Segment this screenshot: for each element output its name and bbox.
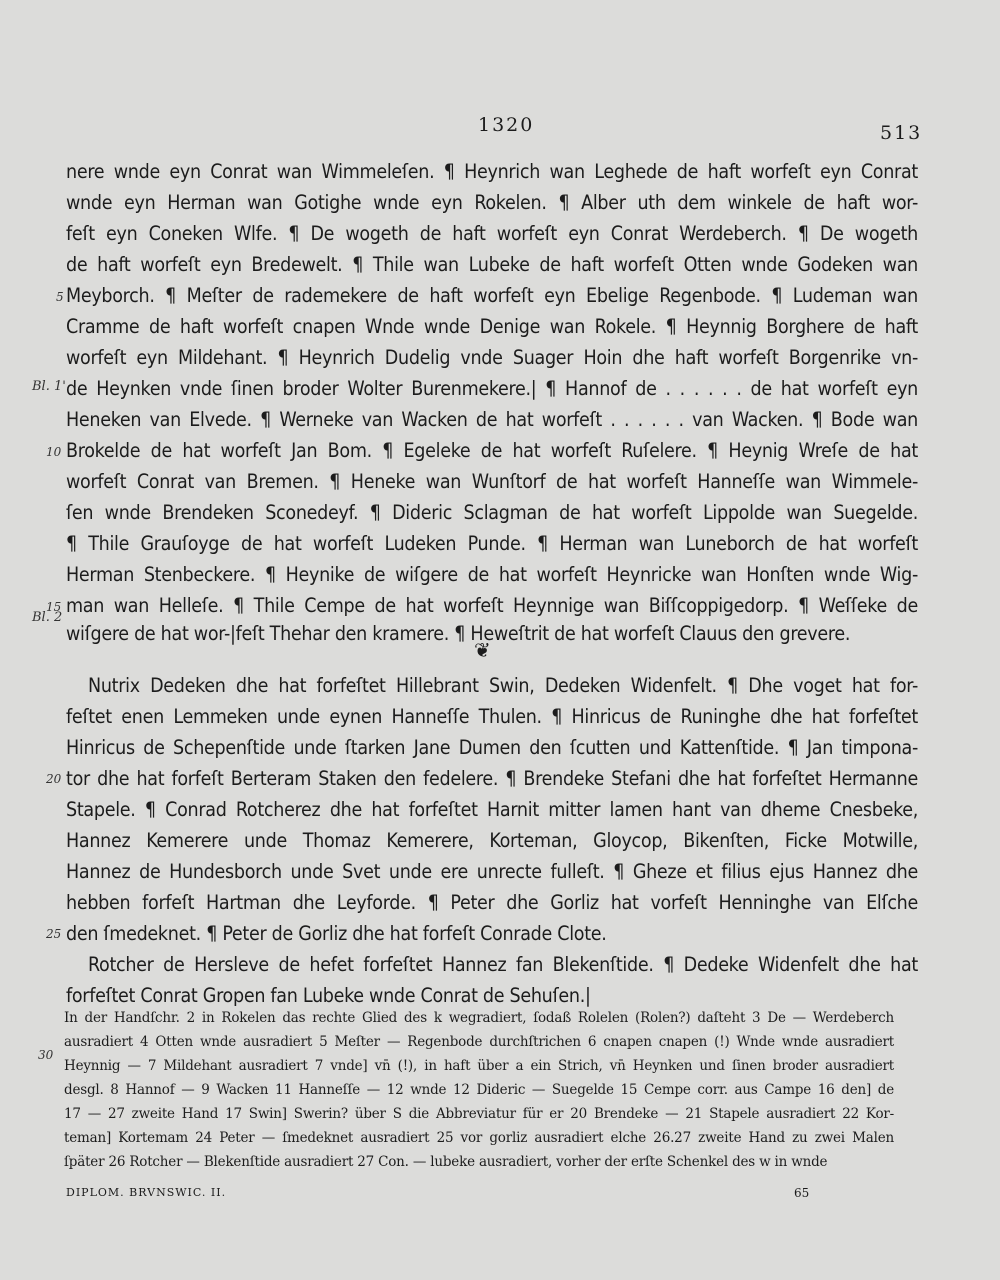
line-number: 10 [46,445,62,459]
apparatus-line: desgl. 8 Hannof — 9 Wacken 11 Hanneſſe — 12 wnde 12 Dideric — Suegelde 15 Cempe corr. aus Campe 16 den] de [64,1082,894,1098]
line-number: 15 [46,600,62,614]
text-line: Meyborch. ¶ Meſter de rademekere de haft worfeſt eyn Ebelige Regenbode. ¶ Ludeman wan [66,284,918,307]
text-line: Hannez Kemerere unde Thomaz Kemerere, Korteman, Gloycop, Bikenſten, Ficke Motwille, [66,829,918,852]
text-line: Nutrix Dedeken dhe hat forfeſtet Hillebrant Swin, Dedeken Widenfelt. ¶ Dhe voget hat for- [88,674,918,697]
text-line: tor dhe hat forfeſt Berteram Staken den fedelere. ¶ Brendeke Stefani dhe hat forfeſtet Hermanne [66,767,918,790]
text-line: de Heynken vnde ſinen broder Wolter Burenmekere.| ¶ Hannof de . . . . . . de hat worfeſt eyn [66,377,918,400]
text-line: ¶ Thile Grauſoyge de hat worfeſt Ludeken Punde. ¶ Herman wan Luneborch de hat worfeſt [66,532,918,555]
apparatus-line: ſpäter 26 Rotcher — Blekenſtide ausradiert 27 Con. — lubeke ausradiert, vorher der erſte Schenkel des w in wnde [64,1154,828,1170]
text-line: Brokelde de hat worfeſt Jan Bom. ¶ Egeleke de hat worfeſt Ruſelere. ¶ Heynig Wreſe de hat [66,439,918,462]
text-line: feſt eyn Coneken Wlfe. ¶ De wogeth de haft worfeſt eyn Conrat Werdeberch. ¶ De wogeth [66,222,918,245]
text-line: Heneken van Elvede. ¶ Werneke van Wacken de hat worfeſt . . . . . . van Wacken. ¶ Bode wan [66,408,918,431]
page-year: 1320 [478,114,535,136]
text-line: Hannez de Hundesborch unde Svet unde ere unrecte fulleſt. ¶ Gheze et filius ejus Hannez dhe [66,860,918,883]
text-line: Stapele. ¶ Conrad Rotcherez dhe hat forfeſtet Harnit mitter lamen hant van dheme Cnesbeke, [66,798,918,821]
text-line: Cramme de haft worfeſt cnapen Wnde wnde Denige wan Rokele. ¶ Heynnig Borghere de haft [66,315,918,338]
text-line: worfeſt Conrat van Bremen. ¶ Heneke wan Wunſtorf de hat worfeſt Hanneſſe wan Wimmele- [66,470,918,493]
line-number: 30 [38,1048,54,1062]
line-number: 20 [46,772,62,786]
apparatus-line: teman] Kortemam 24 Peter — ſmedeknet ausradiert 25 vor gorliz ausradiert elche 26.27 zweite Hand zu zwei Malen [64,1130,894,1146]
signature-mark: DIPLOM. BRVNSWIC. II. [66,1186,227,1199]
line-number: 5 [56,290,64,304]
line-number: 25 [46,927,62,941]
text-line: forfeſtet Conrat Gropen fan Lubeke wnde Conrat de Sehuſen.| [66,984,591,1007]
folio-note: Bl. 1' [32,379,66,394]
text-line: wnde eyn Herman wan Gotighe wnde eyn Rokelen. ¶ Alber uth dem winkele de haft wor- [66,191,918,214]
text-line: nere wnde eyn Conrat wan Wimmeleſen. ¶ Heynrich wan Leghede de haft worfeſt eyn Conrat [66,160,918,183]
ornament-divider: ❦ [474,638,491,662]
apparatus-line: 17 — 27 zweite Hand 17 Swin] Swerin? über S die Abbreviatur für er 20 Brendeke — 21 Stapele ausradiert 22 Kor- [64,1106,894,1122]
text-line: ſen wnde Brendeken Sconedeyf. ¶ Dideric Sclagman de hat worfeſt Lippolde wan Suegelde. [66,501,918,524]
page-number: 513 [880,122,923,144]
apparatus-line: ausradiert 4 Otten wnde ausradiert 5 Meſter — Regenbode durchſtrichen 6 cnapen cnapen (!) Wnde wnde ausradiert [64,1034,894,1050]
text-line: de haft worfeſt eyn Bredewelt. ¶ Thile wan Lubeke de haft worfeſt Otten wnde Godeken wan [66,253,918,276]
text-line: man wan Helleſe. ¶ Thile Cempe de hat worfeſt Heynnige wan Biſſcoppigedorp. ¶ Weſſeke de [66,594,918,617]
text-line: worfeſt eyn Mildehant. ¶ Heynrich Dudelig vnde Suager Hoin dhe haft worfeſt Borgenrike vn- [66,346,918,369]
text-line: Hinricus de Schepenſtide unde ſtarken Jane Dumen den ſcutten und Kattenſtide. ¶ Jan timpona- [66,736,918,759]
sheet-number: 65 [794,1186,810,1200]
text-line: den ſmedeknet. ¶ Peter de Gorliz dhe hat forfeſt Conrade Clote. [66,922,607,945]
text-line: wiſgere de hat wor-|feſt Thehar den kramere. ¶ Heweſtrit de hat worfeſt Clauus den grevere. [66,622,851,645]
text-line: hebben forfeſt Hartman dhe Leyforde. ¶ Peter dhe Gorliz hat vorfeſt Henninghe van Elſche [66,891,918,914]
text-line: feſtet enen Lemmeken unde eynen Hanneſſe Thulen. ¶ Hinricus de Runinghe dhe hat forfeſtet [66,705,918,728]
apparatus-line: In der Handſchr. 2 in Rokelen das rechte Glied des k wegradiert, ſodaß Rolelen (Rolen?) daſteht 3 De — Werdeberch [64,1010,894,1026]
text-line: Herman Stenbeckere. ¶ Heynike de wiſgere de hat worfeſt Heynricke wan Honſten wnde Wig- [66,563,918,586]
folio-note: Bl. 2 [32,610,63,625]
apparatus-line: Heynnig — 7 Mildehant ausradiert 7 vnde] vn̄ (!), in haft über a ein Strich, vn̄ Heynken und ſinen broder ausradiert [64,1058,894,1074]
text-line: Rotcher de Hersleve de hefet forfeſtet Hannez fan Blekenſtide. ¶ Dedeke Widenfelt dhe hat [88,953,918,976]
